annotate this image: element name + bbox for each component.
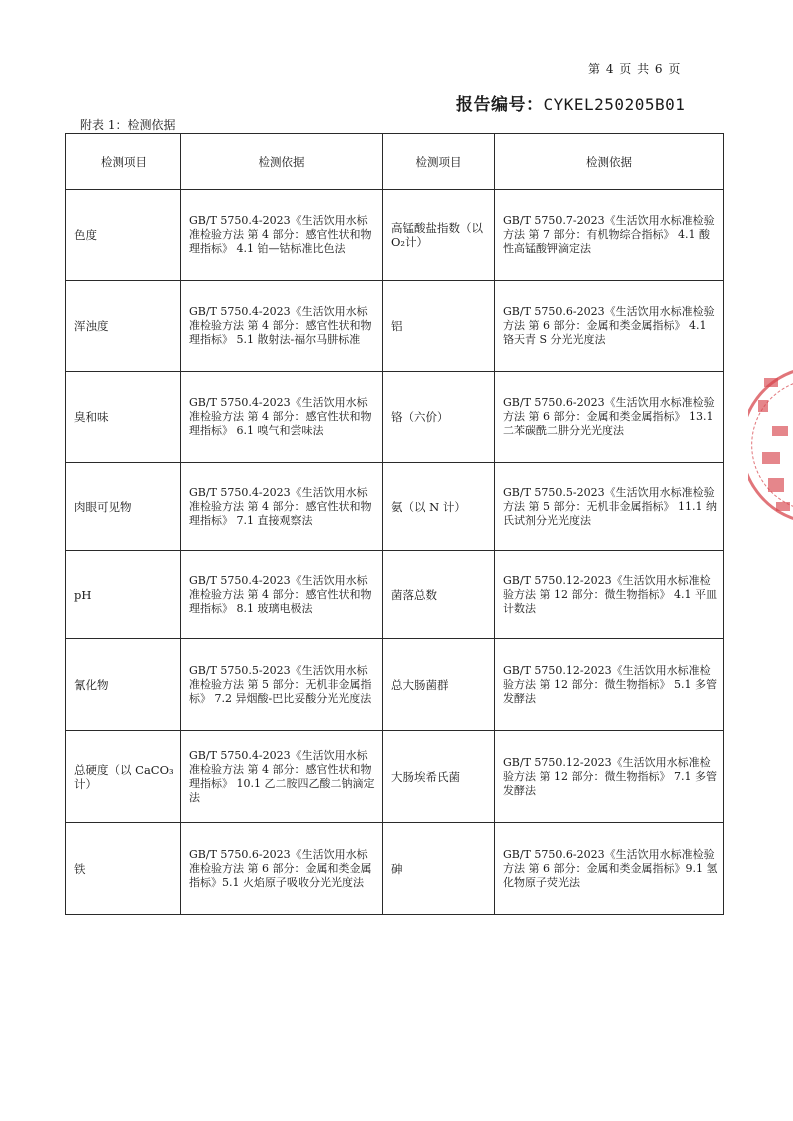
item-cell: pH bbox=[66, 551, 181, 639]
stamp-mark bbox=[768, 478, 784, 492]
item-cell: 氰化物 bbox=[66, 639, 181, 731]
method-cell: GB/T 5750.12-2023《生活饮用水标准检验方法 第 12 部分：微生物指标》 4.1 平皿计数法 bbox=[495, 551, 724, 639]
column-header: 检测项目 bbox=[383, 134, 495, 190]
table-row bbox=[66, 463, 724, 551]
item-cell: 高锰酸盐指数（以O₂计） bbox=[383, 190, 495, 281]
item-cell: 铬（六价） bbox=[383, 372, 495, 463]
report-number-value: CYKEL250205B01 bbox=[543, 95, 686, 114]
stamp-arc bbox=[752, 382, 793, 508]
stamp-mark bbox=[764, 378, 778, 387]
table-header-row bbox=[66, 134, 724, 190]
method-cell: GB/T 5750.4-2023《生活饮用水标准检验方法 第 4 部分：感官性状和物理指标》 8.1 玻璃电极法 bbox=[181, 551, 383, 639]
stamp-mark bbox=[762, 452, 780, 464]
column-header: 检测依据 bbox=[495, 134, 724, 190]
item-cell: 铝 bbox=[383, 281, 495, 372]
stamp-arc bbox=[748, 370, 793, 520]
item-cell: 大肠埃希氏菌 bbox=[383, 731, 495, 823]
item-cell: 肉眼可见物 bbox=[66, 463, 181, 551]
item-cell: 总大肠菌群 bbox=[383, 639, 495, 731]
report-number-line bbox=[456, 90, 685, 115]
stamp-mark bbox=[758, 400, 768, 412]
table-row bbox=[66, 551, 724, 639]
method-cell: GB/T 5750.12-2023《生活饮用水标准检验方法 第 12 部分：微生物指标》 5.1 多管发酵法 bbox=[495, 639, 724, 731]
table-row bbox=[66, 823, 724, 915]
method-cell: GB/T 5750.5-2023《生活饮用水标准检验方法 第 5 部分：无机非金属指标》 11.1 纳氏试剂分光光度法 bbox=[495, 463, 724, 551]
stamp-mark bbox=[776, 502, 790, 511]
table-title: 附表 1：检测依据 bbox=[80, 118, 176, 132]
table-row bbox=[66, 372, 724, 463]
table-row bbox=[66, 731, 724, 823]
seal-stamp bbox=[748, 360, 793, 530]
method-cell: GB/T 5750.4-2023《生活饮用水标准检验方法 第 4 部分：感官性状和物理指标》 10.1 乙二胺四乙酸二钠滴定法 bbox=[181, 731, 383, 823]
page-number: 第 4 页 共 6 页 bbox=[588, 62, 682, 76]
method-cell: GB/T 5750.5-2023《生活饮用水标准检验方法 第 5 部分：无机非金属指标》 7.2 异烟酸-巴比妥酸分光光度法 bbox=[181, 639, 383, 731]
table-row bbox=[66, 281, 724, 372]
item-cell: 色度 bbox=[66, 190, 181, 281]
table-row bbox=[66, 639, 724, 731]
table-row bbox=[66, 190, 724, 281]
method-cell: GB/T 5750.7-2023《生活饮用水标准检验方法 第 7 部分：有机物综合指标》 4.1 酸性高锰酸钾滴定法 bbox=[495, 190, 724, 281]
method-cell: GB/T 5750.4-2023《生活饮用水标准检验方法 第 4 部分：感官性状和物理指标》 4.1 铂—钴标准比色法 bbox=[181, 190, 383, 281]
item-cell: 浑浊度 bbox=[66, 281, 181, 372]
method-cell: GB/T 5750.4-2023《生活饮用水标准检验方法 第 4 部分：感官性状和物理指标》 7.1 直接观察法 bbox=[181, 463, 383, 551]
stamp-mark bbox=[772, 426, 788, 436]
column-header: 检测依据 bbox=[181, 134, 383, 190]
method-cell: GB/T 5750.6-2023《生活饮用水标准检验方法 第 6 部分：金属和类金属指标》 13.1 二苯碳酰二肼分光光度法 bbox=[495, 372, 724, 463]
item-cell: 菌落总数 bbox=[383, 551, 495, 639]
item-cell: 砷 bbox=[383, 823, 495, 915]
method-cell: GB/T 5750.4-2023《生活饮用水标准检验方法 第 4 部分：感官性状和物理指标》 5.1 散射法-福尔马肼标准 bbox=[181, 281, 383, 372]
item-cell: 总硬度（以 CaCO₃计） bbox=[66, 731, 181, 823]
method-cell: GB/T 5750.4-2023《生活饮用水标准检验方法 第 4 部分：感官性状和物理指标》 6.1 嗅气和尝味法 bbox=[181, 372, 383, 463]
method-cell: GB/T 5750.6-2023《生活饮用水标准检验方法 第 6 部分：金属和类金属指标》5.1 火焰原子吸收分光光度法 bbox=[181, 823, 383, 915]
report-number-label: 报告编号： bbox=[456, 95, 544, 115]
column-header: 检测项目 bbox=[66, 134, 181, 190]
method-cell: GB/T 5750.12-2023《生活饮用水标准检验方法 第 12 部分：微生物指标》 7.1 多管发酵法 bbox=[495, 731, 724, 823]
method-cell: GB/T 5750.6-2023《生活饮用水标准检验方法 第 6 部分：金属和类金属指标》 4.1 铬天青 S 分光光度法 bbox=[495, 281, 724, 372]
item-cell: 臭和味 bbox=[66, 372, 181, 463]
test-basis-table bbox=[65, 133, 724, 915]
method-cell: GB/T 5750.6-2023《生活饮用水标准检验方法 第 6 部分：金属和类金属指标》9.1 氢化物原子荧光法 bbox=[495, 823, 724, 915]
item-cell: 铁 bbox=[66, 823, 181, 915]
item-cell: 氨（以 N 计） bbox=[383, 463, 495, 551]
